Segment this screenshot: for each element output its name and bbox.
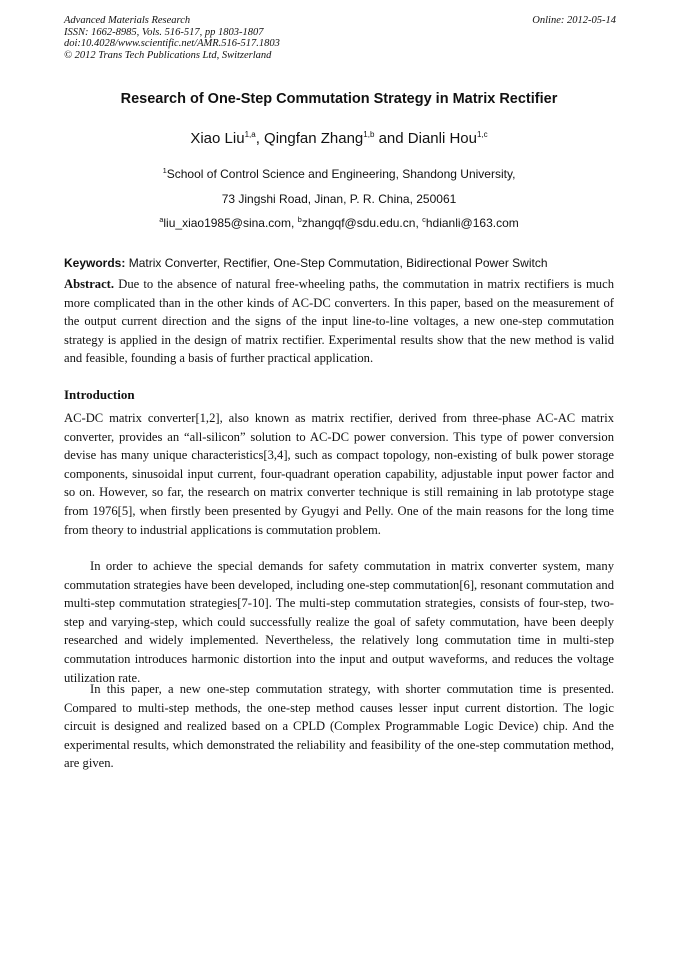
online-date: Online: 2012-05-14: [532, 15, 616, 26]
email-address: zhangqf@sdu.edu.cn: [301, 216, 416, 230]
paper-title: Research of One-Step Commutation Strategy in Matrix Rectifier: [120, 91, 558, 107]
email-address: liu_xiao1985@sina.com: [163, 216, 291, 230]
keywords-label: Keywords:: [64, 256, 126, 270]
affiliation-text: School of Control Science and Engineering, Shandong University,: [166, 167, 516, 181]
intro-paragraph-1: AC-DC matrix converter[1,2], also known as matrix rectifier, derived from three-phase AC-AC matrix converter, provides an “all-silicon” solution to AC-DC power conversion. This type of power conversion devise has many unique characteristics[3,4], such as compact topology, non-existing of bulk power storage components, sinusoidal input current, four-quadrant operation capability, adjustable input power factor and so on. However, so far, the research on matrix converter technique is still remaining in lab prototype stage from 1976[5], when firstly been presented by Gyugyi and Pelly. One of the main reasons for the long time from theory to industrial applications is commutation problem.: [64, 411, 614, 537]
author-separator: and: [374, 130, 408, 147]
copyright-line: © 2012 Trans Tech Publications Ltd, Switzerland: [64, 49, 272, 61]
author-name: Dianli Hou: [407, 130, 477, 147]
keywords: [64, 256, 624, 270]
journal-name: Advanced Materials Research: [64, 15, 191, 26]
abstract-text: Due to the absence of natural free-wheeling paths, the commutation in matrix rectifiers is much more complicated than in the other kinds of AC-DC converters. In this paper, based on the measurement of the output current direction and the signs of the input line-to-line voltages, a new one-step commutation strategy is applied in the design of matrix rectifier. Experimental results show that the new method is valid and feasible, founding a basis of further practical application.: [64, 277, 614, 366]
journal-header: [64, 15, 616, 61]
author-list: [0, 130, 678, 147]
keywords-text: Matrix Converter, Rectifier, One-Step Commutation, Bidirectional Power Switch: [125, 256, 548, 270]
intro-paragraph-3: In this paper, a new one-step commutation strategy, with shorter commutation time is presented. Compared to multi-step methods, the one-step method causes lesser input current distortion. The logic circuit is designed and realized based on a CPLD (Complex Programmable Logic Device) chip. And the experimental results, which demonstrated the reliability and feasibility of the one-step commutation method, are given.: [64, 682, 614, 771]
author-name: Xiao Liu: [190, 130, 245, 147]
author-name: Qingfan Zhang: [264, 130, 364, 147]
affiliation-line-2: 73 Jingshi Road, Jinan, P. R. China, 250061: [221, 192, 457, 206]
email-superscript: c: [422, 215, 426, 224]
section-heading: Introduction: [64, 387, 135, 402]
issn-line: ISSN: 1662-8985, Vols. 516-517, pp 1803-1807: [64, 26, 264, 38]
email-separator: ,: [290, 216, 298, 230]
affiliation-line-1: [0, 167, 678, 181]
email-address: hdianli@163.com: [425, 216, 519, 230]
abstract: [64, 275, 614, 368]
email-superscript: a: [159, 215, 164, 224]
author-superscript: 1,b: [363, 130, 375, 139]
author-superscript: 1,a: [244, 130, 256, 139]
intro-paragraph-2: In order to achieve the special demands for safety commutation in matrix converter system, many commutation strategies have been developed, including one-step commutation[6], resonant commutation and multi-step commutation strategies[7-10]. The multi-step commutation strategies, consists of four-step, two-step and varying-step, which could successfully realize the goal of safety commutation, have been deeply researched and widely implemented. Nevertheless, the relatively long commutation time in multi-step commutation introduces harmonic distortion into the input and output waveforms, and reduces the voltage utilization rate.: [64, 559, 614, 685]
doi-line: doi:10.4028/www.scientific.net/AMR.516-517.1803: [64, 38, 280, 49]
email-separator: ,: [415, 216, 423, 230]
author-separator: ,: [255, 130, 265, 147]
author-superscript: 1,c: [476, 130, 488, 139]
email-superscript: b: [297, 215, 302, 224]
email-line: [0, 216, 678, 230]
affiliation-superscript: 1: [162, 166, 167, 175]
abstract-label: Abstract.: [64, 277, 115, 291]
